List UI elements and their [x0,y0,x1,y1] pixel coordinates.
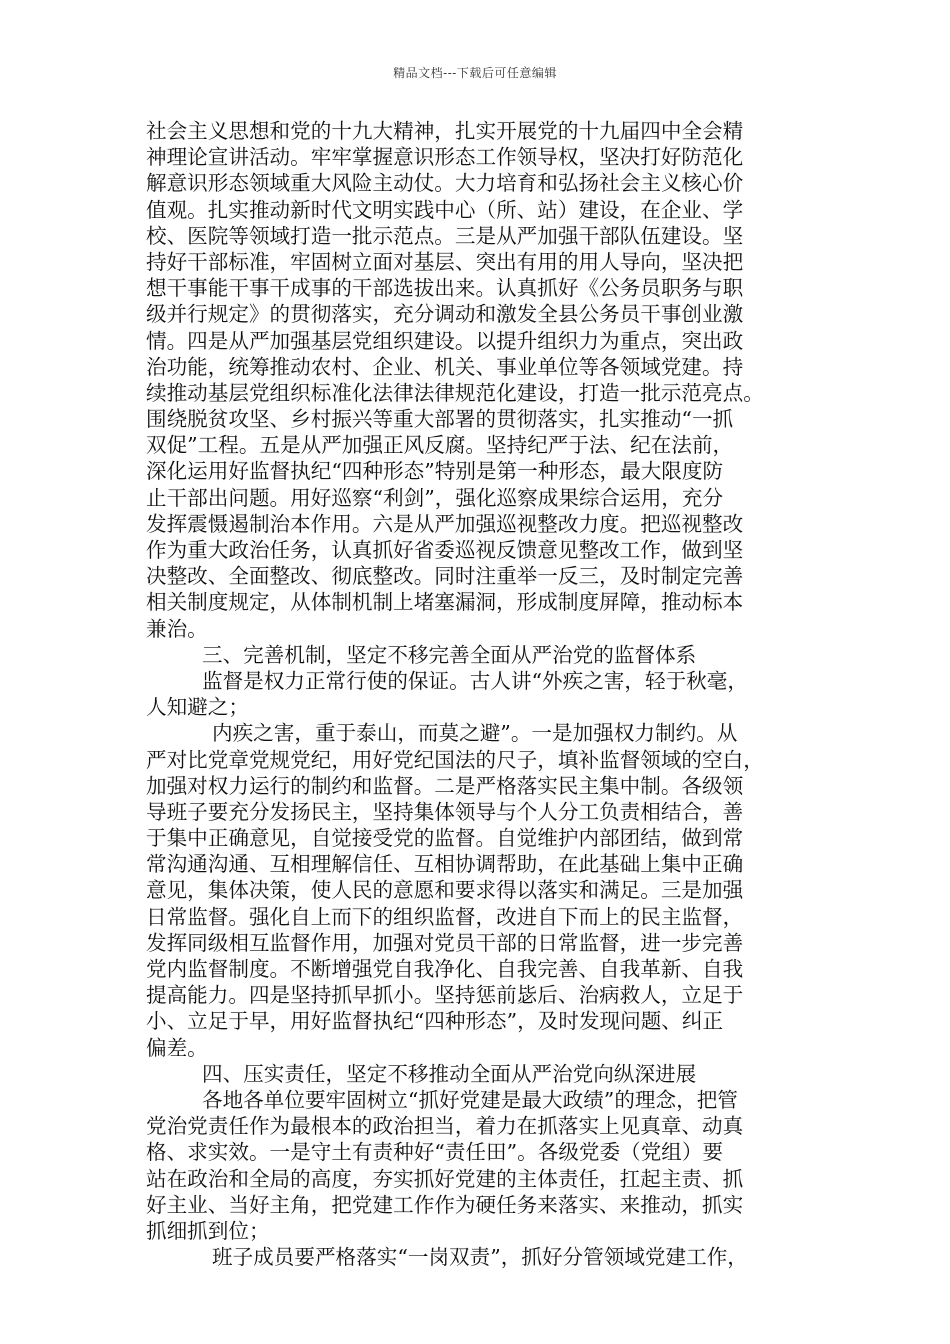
text-line: 值观。扎实推动新时代文明实践中心（所、站）建设，在企业、学 [146,197,744,222]
text-line: 神理论宣讲活动。牢牢掌握意识形态工作领导权，坚决打好防范化 [146,145,744,170]
text-line: 级并行规定》的贯彻落实，充分调动和激发全县公务员干事创业激 [146,302,744,327]
text-line: 监督是权力正常行使的保证。古人讲“外疾之害，轻于秋毫， [202,668,748,693]
text-line: 四、压实责任，坚定不移推动全面从严治党向纵深进展 [202,1061,697,1086]
text-line: 解意识形态领域重大风险主动仗。大力培育和弘扬社会主义核心价 [146,171,744,196]
text-line: 决整改、全面整改、彻底整改。同时注重举一反三，及时制定完善 [146,564,744,589]
text-line: 深化运用好监督执纪“四种形态”特别是第一种形态，最大限度防 [146,459,724,484]
text-line: 加强对权力运行的制约和监督。二是严格落实民主集中制。各级领 [146,773,744,798]
text-line: 作为重大政治任务，认真抓好省委巡视反馈意见整改工作，做到坚 [146,538,744,562]
page-header: 精品文档---下载后可任意编辑 [393,66,557,80]
text-line: 双促”工程。五是从严加强正风反腐。坚持纪严于法、纪在法前， [146,433,734,458]
text-line: 围绕脱贫攻坚、乡村振兴等重大部署的贯彻落实，扎实推动“一抓 [146,407,734,432]
text-line: 站在政治和全局的高度，夯实抓好党建的主体责任，扛起主责、抓 [146,1166,744,1191]
text-line: 持好干部标准，牢固树立面对基层、突出有用的用人导向，坚决把 [146,249,744,274]
text-line: 止干部出问题。用好巡察“利剑”，强化巡察成果综合运用，充分 [146,485,724,510]
text-line: 续推动基层党组织标准化法律法律规范化建设，打造一批示范亮点。 [146,380,764,405]
text-line: 格、求实效。一是守土有责种好“责任田”。各级党委（党组）要 [146,1140,724,1165]
document-body [146,118,826,1270]
text-line: 社会主义思想和党的十九大精神，扎实开展党的十九届四中全会精 [146,119,744,143]
text-line: 导班子要充分发扬民主，坚持集体领导与个人分工负责相结合，善 [146,799,744,824]
text-line: 党内监督制度。不断增强党自我净化、自我完善、自我革新、自我 [146,957,744,981]
text-line: 常沟通沟通、互相理解信任、互相协调帮助，在此基础上集中正确 [146,852,744,877]
text-line: 抓细抓到位； [146,1218,270,1243]
text-line: 三、完善机制，坚定不移完善全面从严治党的监督体系 [202,642,697,667]
text-line: 校、医院等领域打造一批示范点。三是从严加强干部队伍建设。坚 [146,223,744,248]
text-line: 于集中正确意见，自觉接受党的监督。自觉维护内部团结，做到常 [146,826,744,851]
text-line: 想干事能干事干成事的干部选拔出来。认真抓好《公务员职务与职 [146,276,744,301]
text-line: 各地各单位要牢固树立“抓好党建是最大政绩”的理念，把管 [202,1087,738,1112]
text-line: 日常监督。强化自上而下的组织监督，改进自下而上的民主监督， [146,904,744,929]
text-line: 严对比党章党规党纪，用好党纪国法的尺子，填补监督领域的空白， [146,747,764,772]
text-line: 意见，集体决策，使人民的意愿和要求得以落实和满足。三是加强 [146,878,744,903]
text-line: 发挥震慑遏制治本作用。六是从严加强巡视整改力度。把巡视整改 [146,511,744,536]
text-line: 治功能，统筹推动农村、企业、机关、事业单位等各领域党建。持 [146,354,744,379]
text-line: 偏差。 [146,1035,208,1060]
text-line: 情。四是从严加强基层党组织建设。以提升组织力为重点，突出政 [146,328,744,353]
text-line: 小、立足于早，用好监督执纪“四种形态”，及时发现问题、纠正 [146,1009,724,1034]
text-line: 兼治。 [146,616,208,641]
text-line: 人知避之； [146,695,249,720]
text-line: 提高能力。四是坚持抓早抓小。坚持惩前毖后、治病救人，立足于 [146,983,744,1008]
text-line: 班子成员要严格落实“一岗双责”，抓好分管领域党建工作， [212,1245,748,1270]
text-line: 好主业、当好主角，把党建工作作为硬任务来落实、来推动，抓实 [146,1192,744,1217]
text-line: 党治党责任作为最根本的政治担当，着力在抓落实上见真章、动真 [146,1114,744,1139]
text-line: 内疾之害，重于泰山，而莫之避”。一是加强权力制约。从 [212,721,738,746]
text-line: 相关制度规定，从体制机制上堵塞漏洞，形成制度屏障，推动标本 [146,590,744,615]
text-line: 发挥同级相互监督作用，加强对党员干部的日常监督，进一步完善 [146,930,744,955]
